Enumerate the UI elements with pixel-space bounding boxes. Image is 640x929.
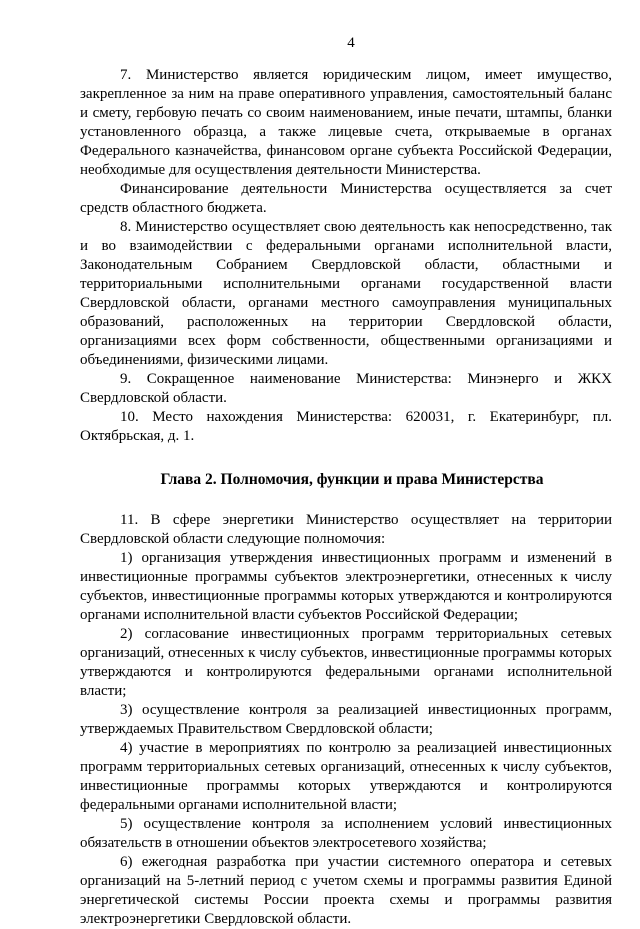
subitem-2: 2) согласование инвестиционных программ территориальных сетевых организаций, отнесенных к числу субъектов, инвестиционные программы которых утверждаются и контролируются федеральными органами исполнительной власти;	[80, 626, 612, 699]
subitem-4: 4) участие в мероприятиях по контролю за реализацией инвестиционных программ территориальных сетевых организаций, отнесенных к числу субъектов, инвестиционные программы которых утверждаются и контролируются федеральными органами исполнительной власти;	[80, 740, 612, 813]
paragraph-item-7: 7. Министерство является юридическим лицом, имеет имущество, закрепленное за ним на праве оперативного управления, самостоятельный баланс и смету, гербовую печать со своим наименованием, иные печати, штампы, бланки установленного образца, а также лицевые счета, открываемые в органах Федерального казначейства, финансовом органе субъекта Российской Федерации, необходимые для осуществления деятельности Министерства.	[80, 67, 612, 178]
paragraph-item-11: 11. В сфере энергетики Министерство осуществляет на территории Свердловской области следующие полномочия:	[80, 512, 612, 547]
subitem-3: 3) осуществление контроля за реализацией инвестиционных программ, утверждаемых Правительством Свердловской области;	[80, 702, 612, 737]
paragraph-item-9: 9. Сокращенное наименование Министерства: Минэнерго и ЖКХ Свердловской области.	[80, 371, 612, 406]
page-number: 4	[347, 35, 355, 51]
subitem-6: 6) ежегодная разработка при участии системного оператора и сетевых организаций на 5-летний период с учетом схемы и программы развития Единой энергетической системы России проекта схемы и программы развития электроэнергетики Свердловской области.	[80, 854, 612, 927]
chapter-heading: Глава 2. Полномочия, функции и права Министерства	[160, 471, 544, 488]
paragraph-item-8: 8. Министерство осуществляет свою деятельность как непосредственно, так и во взаимодействии с федеральными органами исполнительной власти, Законодательным Собранием Свердловской области, областными и территориальными исполнительными органами государственной власти Свердловской области, органами местного самоуправления муниципальных образований, расположенных на территории Свердловской области, организациями всех форм собственности, общественными организациями и объединениями, физическими лицами.	[80, 219, 612, 368]
subitem-5: 5) осуществление контроля за исполнением условий инвестиционных обязательств в отношении объектов электросетевого хозяйства;	[80, 816, 612, 851]
paragraph-item-10: 10. Место нахождения Министерства: 620031, г. Екатеринбург, пл. Октябрьская, д. 1.	[80, 409, 612, 444]
paragraph-financing: Финансирование деятельности Министерства осуществляется за счет средств областного бюджета.	[80, 181, 612, 216]
subitem-1: 1) организация утверждения инвестиционных программ и изменений в инвестиционные программы субъектов электроэнергетики, отнесенных к числу субъектов, инвестиционные программы которых утверждаются и контролируются органами исполнительной власти субъектов Российской Федерации;	[80, 550, 612, 623]
